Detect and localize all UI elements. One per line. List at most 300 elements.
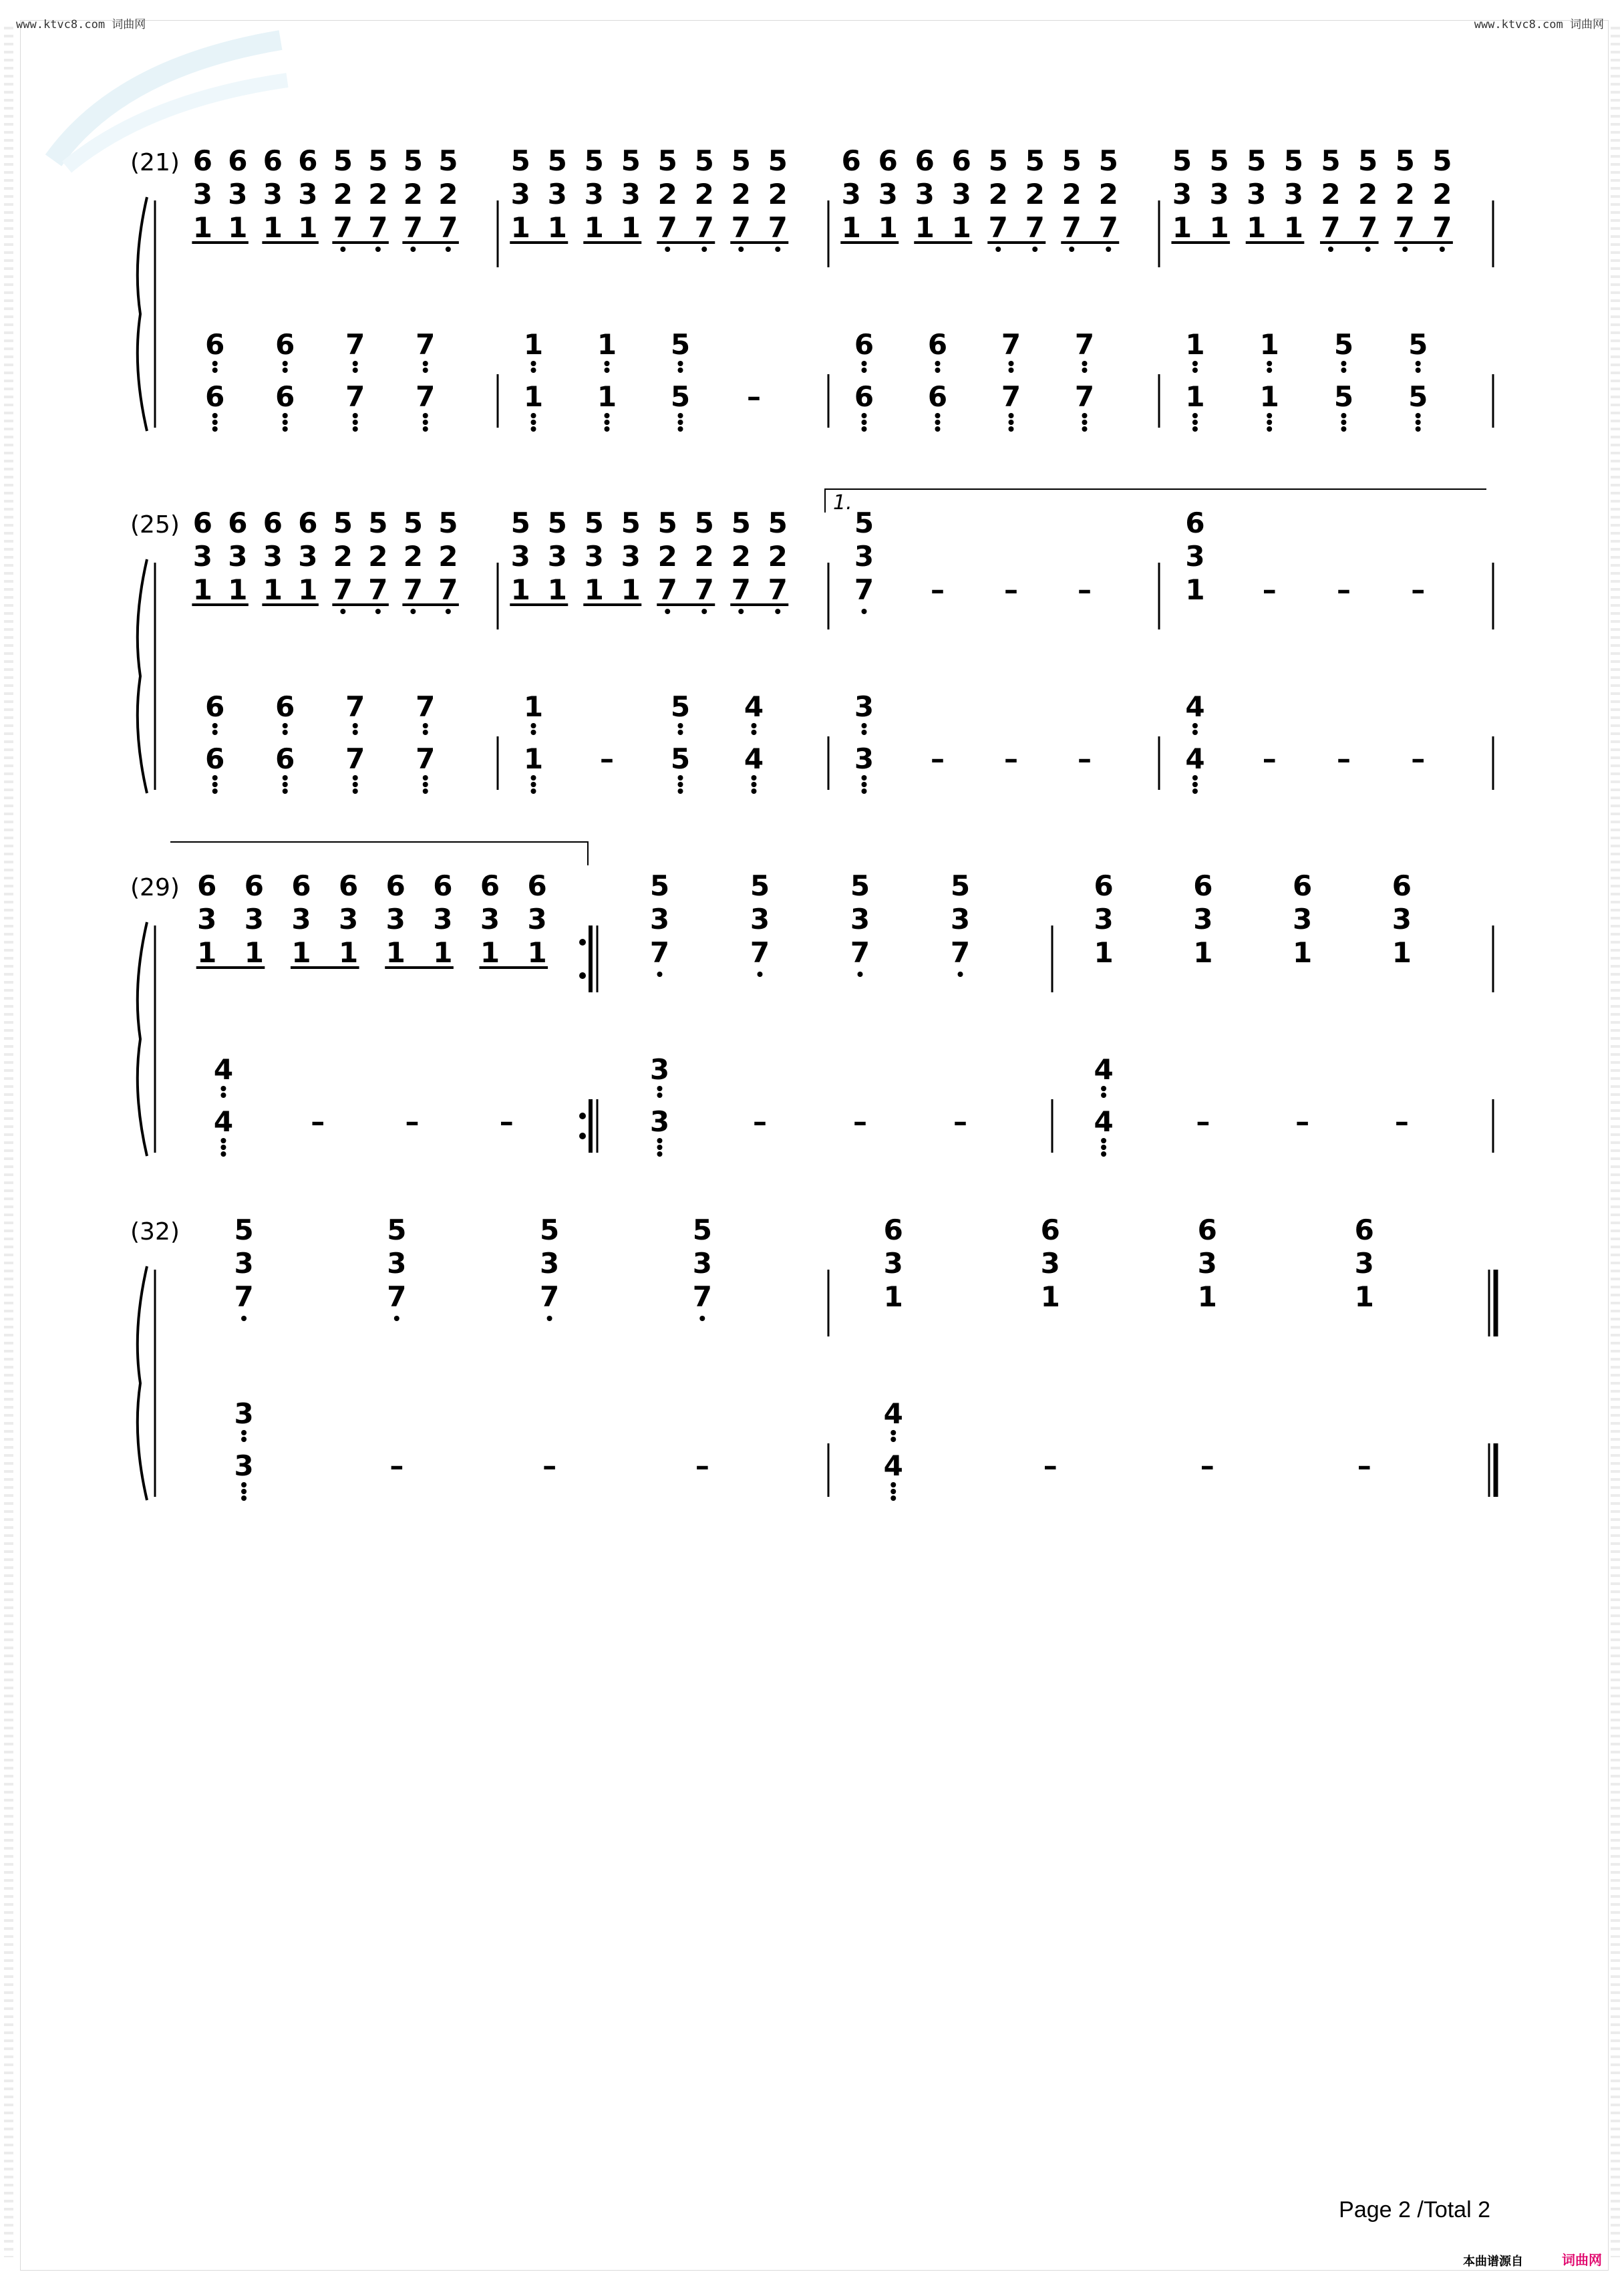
jianpu-note: 4 [1094,1105,1114,1138]
octave-dot [1416,368,1421,373]
jianpu-note: 5 [621,507,641,539]
jianpu-note: 7 [345,690,365,723]
jianpu-note: 5 [670,380,691,413]
jianpu-note: 1 [1283,211,1303,244]
octave-dot [1032,247,1037,252]
jianpu-note: 7 [234,1280,254,1313]
sustain-dash: – [1078,573,1092,606]
octave-dot [701,247,707,252]
octave-dot [446,609,451,614]
octave-dot [1416,420,1421,425]
octave-dot [862,609,867,614]
sustain-dash: – [1262,573,1277,606]
jianpu-note: 1 [547,573,567,606]
jianpu-note: 2 [1098,178,1118,210]
jianpu-note: 7 [1001,380,1021,413]
octave-dot [1009,413,1014,418]
octave-dot [531,782,536,787]
jianpu-note: 5 [750,869,770,902]
jianpu-note: 5 [510,144,530,177]
jianpu-note: 7 [345,742,365,775]
jianpu-note: 6 [927,380,948,413]
octave-dot [862,413,867,418]
octave-dot [657,1093,663,1098]
jianpu-note: 6 [197,869,217,902]
jianpu-note: 3 [649,1053,670,1086]
jianpu-note: 1 [597,328,617,361]
octave-dot [1341,413,1346,418]
jianpu-note: 7 [950,936,971,969]
sustain-dash: – [1295,1105,1310,1138]
octave-dot [531,723,536,728]
jianpu-note: 6 [205,690,225,723]
jianpu-note: 6 [1197,1214,1217,1246]
jianpu-note: 6 [951,144,971,177]
jianpu-note: 3 [584,178,604,210]
jianpu-note: 6 [878,144,898,177]
octave-dot [423,420,428,425]
octave-dot [678,775,683,780]
octave-dot [862,789,867,794]
jianpu-note: 3 [621,178,641,210]
octave-dot [1192,413,1198,418]
octave-dot [283,413,288,418]
volta-bracket [825,489,1486,513]
jianpu-note: 3 [883,1247,903,1280]
octave-dot [1416,361,1421,366]
sustain-dash: – [600,742,614,775]
jianpu-note: 1 [510,573,530,606]
octave-dot [423,361,428,366]
octave-dot [1101,1151,1106,1157]
jianpu-note: 5 [539,1214,560,1246]
octave-dot [775,609,780,614]
sustain-dash: – [931,742,945,775]
jianpu-note: 3 [228,540,248,573]
jianpu-note: 5 [670,328,691,361]
octave-dot [1192,723,1198,728]
jianpu-note: 5 [1025,144,1045,177]
jianpu-note: 3 [234,1449,254,1482]
jianpu-note: 5 [438,507,458,539]
jianpu-note: 2 [988,178,1008,210]
sustain-dash: – [542,1449,557,1482]
octave-dot [1101,1086,1106,1091]
jianpu-note: 1 [1197,1280,1217,1313]
octave-dot [1365,247,1371,252]
octave-dot [1416,413,1421,418]
jianpu-note: 7 [694,573,714,606]
jianpu-note: 7 [692,1280,712,1313]
jianpu-note: 5 [768,144,788,177]
jianpu-note: 5 [1432,144,1452,177]
jianpu-note: 6 [192,507,212,539]
sustain-dash: – [753,1105,767,1138]
jianpu-note: 6 [1040,1214,1060,1246]
jianpu-note: 1 [228,573,248,606]
octave-dot [752,723,757,728]
octave-dot [678,361,683,366]
jianpu-note: 3 [584,540,604,573]
jianpu-note: 4 [1094,1053,1114,1086]
jianpu-note: 4 [1185,690,1205,723]
jianpu-note: 1 [1185,573,1205,606]
jianpu-note: 3 [1040,1247,1060,1280]
jianpu-note: 1 [433,936,453,969]
octave-dot [1009,361,1014,366]
jianpu-note: 1 [480,936,500,969]
jianpu-note: 3 [527,903,547,936]
jianpu-note: 5 [657,144,677,177]
octave-dot [862,723,867,728]
jianpu-note: 7 [731,573,751,606]
octave-dot [220,1093,226,1098]
sustain-dash: – [931,573,945,606]
jianpu-note: 6 [275,742,295,775]
jianpu-note: 4 [744,690,764,723]
octave-dot [220,1086,226,1091]
octave-dot [531,789,536,794]
octave-dot [1192,730,1198,735]
octave-dot [423,413,428,418]
octave-dot [212,368,218,373]
jianpu-note: 6 [1354,1214,1374,1246]
jianpu-note: 5 [1283,144,1303,177]
octave-dot [353,789,358,794]
jianpu-note: 3 [192,540,212,573]
jianpu-note: 1 [1292,936,1313,969]
octave-dot [375,247,381,252]
volta-bracket-continuation [170,842,588,865]
octave-dot [1101,1093,1106,1098]
jianpu-note: 3 [649,903,670,936]
jianpu-note: 2 [694,178,714,210]
jianpu-note: 3 [841,178,861,210]
jianpu-note: 1 [597,380,617,413]
jianpu-note: 5 [694,507,714,539]
jianpu-note: 3 [298,178,318,210]
site-watermark-left: www.ktvc8.com 词曲网 [16,18,146,31]
octave-dot [241,1489,247,1494]
jianpu-note: 5 [1098,144,1118,177]
octave-dot [283,368,288,373]
jianpu-note: 1 [523,328,544,361]
jianpu-note: 5 [649,869,670,902]
jianpu-note: 5 [850,869,870,902]
jianpu-note: 3 [621,540,641,573]
jianpu-note: 2 [368,540,388,573]
octave-dot [394,1316,399,1321]
jianpu-note: 5 [1321,144,1341,177]
measure-number: (25) [130,511,180,539]
octave-dot [665,247,670,252]
jianpu-note: 3 [385,903,405,936]
octave-dot [738,609,744,614]
jianpu-note: 6 [275,380,295,413]
repeat-dot [579,939,586,946]
octave-dot [531,413,536,418]
octave-dot [1192,782,1198,787]
jianpu-note: 3 [547,178,567,210]
octave-dot [353,775,358,780]
jianpu-note: 1 [1172,211,1192,244]
grand-staff-brace [138,197,147,431]
octave-dot [752,775,757,780]
jianpu-note: 6 [298,507,318,539]
jianpu-note: 7 [1001,328,1021,361]
octave-dot [1106,247,1111,252]
jianpu-note: 3 [234,1247,254,1280]
octave-dot [657,1151,663,1157]
octave-dot [1416,426,1421,432]
jianpu-note: 1 [547,211,567,244]
jianpu-note: 1 [841,211,861,244]
octave-dot [890,1437,896,1442]
octave-dot [340,609,345,614]
octave-dot [423,368,428,373]
jianpu-note: 1 [1259,328,1279,361]
jianpu-note: 3 [298,540,318,573]
jianpu-note: 1 [883,1280,903,1313]
octave-dot [547,1316,552,1321]
jianpu-note: 3 [915,178,935,210]
jianpu-note: 1 [1185,328,1205,361]
octave-dot [678,420,683,425]
octave-dot [699,1316,705,1321]
jianpu-note: 7 [1025,211,1045,244]
jianpu-note: 1 [244,936,264,969]
jianpu-note: 7 [657,211,677,244]
site-watermark-right: www.ktvc8.com 词曲网 [1474,18,1604,31]
octave-dot [241,1482,247,1487]
jianpu-note: 3 [1283,178,1303,210]
jianpu-note: 1 [621,211,641,244]
octave-dot [1082,420,1088,425]
octave-dot [353,782,358,787]
octave-dot [605,413,610,418]
jianpu-note: 7 [1432,211,1452,244]
jianpu-note: 7 [731,211,751,244]
jianpu-note: 6 [854,380,874,413]
octave-dot [423,723,428,728]
jianpu-note: 6 [883,1214,903,1246]
jianpu-note: 5 [1209,144,1229,177]
octave-dot [1341,368,1346,373]
measure-number: (29) [130,874,180,901]
jianpu-note: 5 [368,507,388,539]
octave-dot [212,361,218,366]
jianpu-note: 3 [244,903,264,936]
octave-dot [1267,426,1272,432]
jianpu-note: 1 [1193,936,1213,969]
octave-dot [1082,368,1088,373]
jianpu-note: 4 [744,742,764,775]
octave-dot [890,1489,896,1494]
sustain-dash: – [1004,742,1018,775]
jianpu-note: 6 [915,144,935,177]
jianpu-note: 7 [438,573,458,606]
octave-dot [862,368,867,373]
octave-dot [283,723,288,728]
sustain-dash: – [1394,1105,1409,1138]
octave-dot [605,361,610,366]
jianpu-note: 1 [263,573,283,606]
jianpu-note: 2 [1062,178,1082,210]
jianpu-note: 2 [1025,178,1045,210]
octave-dot [283,420,288,425]
jianpu-note: 3 [850,903,870,936]
jianpu-note: 6 [275,328,295,361]
jianpu-note: 1 [263,211,283,244]
jianpu-note: 5 [692,1214,712,1246]
octave-dot [353,361,358,366]
jianpu-note: 7 [403,211,423,244]
jianpu-note: 5 [731,144,751,177]
jianpu-note: 2 [403,178,423,210]
octave-dot [531,730,536,735]
jianpu-note: 4 [883,1449,903,1482]
sustain-dash: – [1262,742,1277,775]
octave-dot [212,782,218,787]
jianpu-note: 5 [768,507,788,539]
sustain-dash: – [953,1105,967,1138]
jianpu-note: 3 [878,178,898,210]
octave-dot [858,972,863,977]
jianpu-note: 3 [480,903,500,936]
jianpu-note: 1 [338,936,359,969]
sustain-dash: – [1336,742,1351,775]
jianpu-note: 5 [438,144,458,177]
jianpu-note: 5 [510,507,530,539]
octave-dot [423,789,428,794]
octave-dot [410,247,416,252]
jianpu-note: 7 [988,211,1008,244]
octave-dot [423,775,428,780]
octave-dot [423,426,428,432]
octave-dot [958,972,963,977]
octave-dot [531,426,536,432]
jianpu-note: 6 [480,869,500,902]
octave-dot [862,775,867,780]
octave-dot [935,413,941,418]
sustain-dash: – [1357,1449,1371,1482]
octave-dot [935,420,941,425]
octave-dot [752,730,757,735]
jianpu-note: 2 [1395,178,1415,210]
octave-dot [935,361,941,366]
octave-dot [890,1430,896,1435]
sustain-dash: – [1196,1105,1210,1138]
jianpu-note: 5 [621,144,641,177]
jianpu-note: 7 [768,211,788,244]
jianpu-note: 3 [1247,178,1267,210]
jianpu-note: 7 [750,936,770,969]
jianpu-note: 1 [621,573,641,606]
jianpu-note: 6 [1185,507,1205,539]
octave-dot [1192,775,1198,780]
octave-dot [353,420,358,425]
jianpu-note: 5 [584,507,604,539]
octave-dot [1082,361,1088,366]
jianpu-note: 1 [951,211,971,244]
jianpu-note: 3 [1172,178,1192,210]
jianpu-note: 2 [768,540,788,573]
jianpu-note: 3 [692,1247,712,1280]
jianpu-note: 6 [1292,869,1313,902]
jianpu-note: 3 [547,540,567,573]
jianpu-note: 1 [197,936,217,969]
jianpu-note: 1 [523,690,544,723]
jianpu-note: 3 [197,903,217,936]
octave-dot [678,730,683,735]
jianpu-note: 5 [403,144,423,177]
jianpu-note: 5 [988,144,1008,177]
octave-dot [605,426,610,432]
jianpu-note: 2 [694,540,714,573]
jianpu-note: 1 [523,380,544,413]
jianpu-note: 6 [385,869,405,902]
jianpu-note: 5 [403,507,423,539]
jianpu-note: 2 [403,540,423,573]
octave-dot [241,1437,247,1442]
jianpu-note: 1 [1209,211,1229,244]
jianpu-note: 1 [192,573,212,606]
jianpu-note: 7 [438,211,458,244]
jianpu-note: 2 [1432,178,1452,210]
jianpu-note: 2 [731,178,751,210]
footer-logo: 词曲网 [1562,2252,1602,2268]
jianpu-note: 7 [416,690,436,723]
jianpu-note: 7 [416,380,436,413]
jianpu-note: 1 [1392,936,1412,969]
jianpu-note: 1 [523,742,544,775]
octave-dot [752,789,757,794]
octave-dot [353,413,358,418]
octave-dot [531,775,536,780]
jianpu-note: 3 [1209,178,1229,210]
jianpu-note: 1 [1094,936,1114,969]
octave-dot [212,426,218,432]
jianpu-note: 3 [1292,903,1313,936]
jianpu-note: 5 [1333,328,1354,361]
jianpu-note: 7 [1321,211,1341,244]
measure-number: (21) [130,149,180,176]
jianpu-note: 5 [1395,144,1415,177]
octave-dot [220,1145,226,1150]
octave-dot [701,609,707,614]
jianpu-note: 7 [368,573,388,606]
sustain-dash: – [405,1105,420,1138]
jianpu-note: 5 [1172,144,1192,177]
octave-dot [283,789,288,794]
jianpu-note: 7 [403,573,423,606]
jianpu-note: 5 [731,507,751,539]
jianpu-note: 2 [1357,178,1378,210]
octave-dot [678,789,683,794]
octave-dot [1267,368,1272,373]
jianpu-note: 2 [768,178,788,210]
octave-dot [605,420,610,425]
jianpu-note: 3 [1185,540,1205,573]
jianpu-note: 2 [731,540,751,573]
jianpu-note: 6 [205,380,225,413]
sustain-dash: – [1336,573,1351,606]
jianpu-note: 2 [438,178,458,210]
jianpu-note: 5 [1062,144,1082,177]
jianpu-note: 7 [345,328,365,361]
jianpu-note: 6 [228,144,248,177]
octave-dot [446,247,451,252]
